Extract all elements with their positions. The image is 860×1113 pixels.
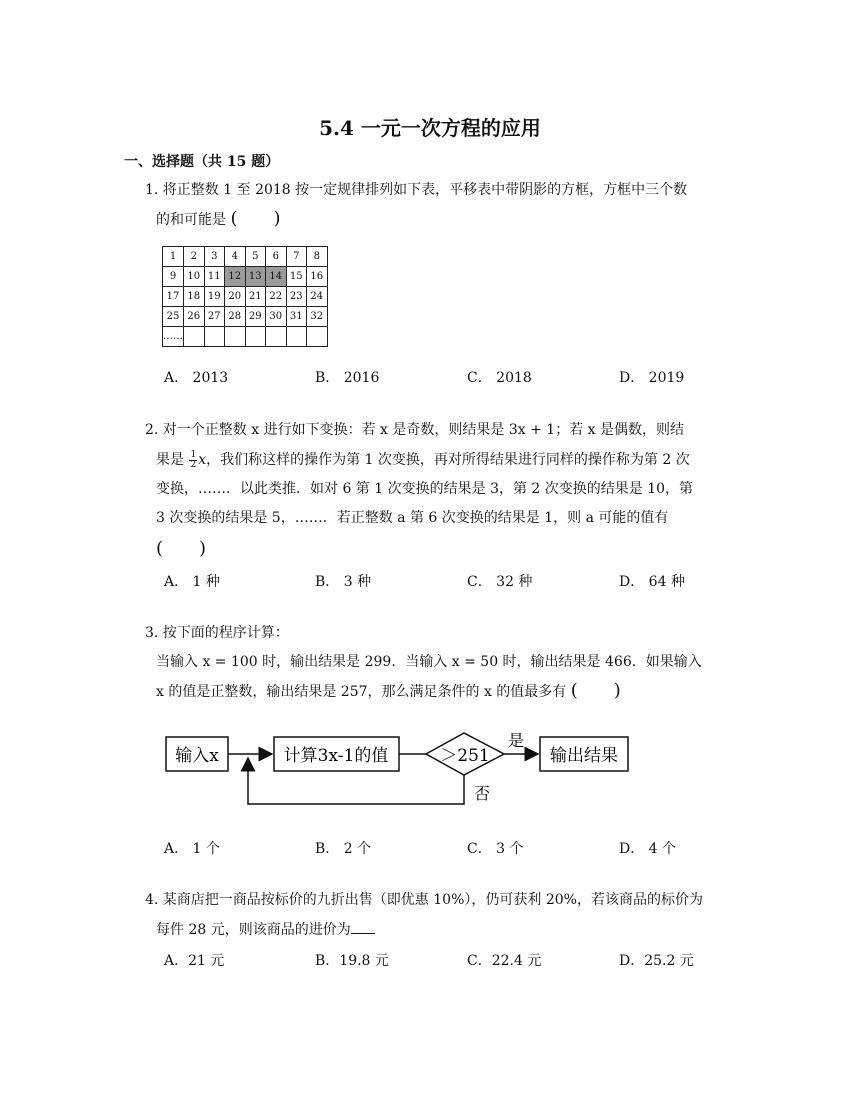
- q2-option-b[interactable]: B． 3 种: [315, 574, 372, 590]
- grid-cell: [266, 327, 287, 347]
- grid-row: [163, 247, 328, 267]
- grid-cell: 15: [286, 267, 307, 287]
- q1-line2: [156, 209, 281, 230]
- q2-answer-paren: ( ): [156, 538, 207, 559]
- grid-cell: 14: [266, 267, 287, 287]
- q4-line1: 4. 某商店把一商品按标价的九折出售（即优惠 10%），仍可获利 20%，若该商品的标价为: [145, 892, 703, 908]
- q2-frac-den: 2: [190, 459, 197, 470]
- grid-cell: [184, 327, 205, 347]
- grid-cell: 1: [163, 247, 184, 267]
- q2-line2: [156, 450, 690, 470]
- q4-answer-blank[interactable]: [351, 919, 375, 934]
- grid-cell: 30: [266, 307, 287, 327]
- grid-cell: 20: [225, 287, 246, 307]
- grid-row: [163, 307, 328, 327]
- grid-cell: 2: [184, 247, 205, 267]
- yes-label: 是: [507, 731, 525, 750]
- grid-cell: 29: [245, 307, 266, 327]
- grid-cell: 32: [307, 307, 328, 327]
- output-label: 输出结果: [550, 746, 618, 766]
- q2-fraction: [189, 451, 197, 470]
- grid-cell: 28: [225, 307, 246, 327]
- grid-cell: 26: [184, 307, 205, 327]
- program-flowchart: [164, 722, 634, 808]
- grid-cell: 24: [307, 287, 328, 307]
- q2-option-d[interactable]: D． 64 种: [619, 574, 685, 590]
- no-label: 否: [473, 784, 491, 803]
- grid-cell: 6: [266, 247, 287, 267]
- q2-line1: 2. 对一个正整数 x 进行如下变换：若 x 是奇数，则结果是 3x + 1；若 x 是偶数，则结: [145, 422, 684, 438]
- grid-cell: 22: [266, 287, 287, 307]
- grid-cell: 21: [245, 287, 266, 307]
- q3-line2: 当输入 x = 100 时，输出结果是 299．当输入 x = 50 时，输出结果是 466．如果输入: [156, 654, 702, 670]
- q2-line4: 3 次变换的结果是 5，……．若正整数 a 第 6 次变换的结果是 1，则 a 可能的值有: [156, 510, 669, 526]
- q3-line3: [156, 681, 621, 702]
- compute-label: 计算3x-1的值: [283, 746, 389, 766]
- grid-row: [163, 287, 328, 307]
- grid-cell: 12: [225, 267, 246, 287]
- q2-frac-num: 1: [190, 449, 197, 460]
- grid-cell: 5: [245, 247, 266, 267]
- q1-text: 的和可能是: [156, 212, 226, 228]
- grid-cell: 10: [184, 267, 205, 287]
- q3-line1: 3. 按下面的程序计算：: [145, 625, 289, 641]
- input-label: 输入x: [175, 746, 219, 766]
- grid-cell: 25: [163, 307, 184, 327]
- q1-option-a[interactable]: A． 2013: [164, 370, 229, 386]
- grid-cell: [245, 327, 266, 347]
- q2-line3: 变换，……．以此类推．如对 6 第 1 次变换的结果是 3，第 2 次变换的结果是 10，第: [156, 481, 694, 497]
- grid-cell: [225, 327, 246, 347]
- q2-option-a[interactable]: A． 1 种: [164, 574, 220, 590]
- q3-answer-paren: ( ): [570, 680, 621, 701]
- grid-cell: 27: [204, 307, 225, 327]
- q1-option-b[interactable]: B． 2016: [315, 370, 380, 386]
- grid-cell: ……: [163, 327, 184, 347]
- grid-cell: 23: [286, 287, 307, 307]
- q4-option-a[interactable]: A．21 元: [164, 953, 225, 969]
- q3-option-d[interactable]: D． 4 个: [619, 841, 677, 857]
- grid-cell: 7: [286, 247, 307, 267]
- grid-cell: 19: [204, 287, 225, 307]
- q3-option-a[interactable]: A． 1 个: [164, 841, 220, 857]
- condition-label: ＞251: [440, 746, 490, 766]
- grid-cell: [307, 327, 328, 347]
- grid-cell: 18: [184, 287, 205, 307]
- grid-row: [163, 327, 328, 347]
- q2-option-c[interactable]: C． 32 种: [467, 574, 533, 590]
- q1-answer-paren: ( ): [230, 208, 281, 229]
- grid-cell: 8: [307, 247, 328, 267]
- number-grid: [162, 246, 328, 347]
- q4-line2: [156, 919, 375, 940]
- grid-cell: 17: [163, 287, 184, 307]
- q4-option-d[interactable]: D．25.2 元: [619, 953, 694, 969]
- grid-cell: [204, 327, 225, 347]
- q2-paren-line: [156, 539, 206, 560]
- grid-cell: 9: [163, 267, 184, 287]
- q3-option-c[interactable]: C． 3 个: [467, 841, 524, 857]
- q1-option-c[interactable]: C． 2018: [467, 370, 532, 386]
- grid-cell: 13: [245, 267, 266, 287]
- q2-line2-pre: 果是: [156, 452, 184, 468]
- grid-cell: 3: [204, 247, 225, 267]
- q3-text: x 的值是正整数，输出结果是 257，那么满足条件的 x 的值最多有: [156, 684, 567, 700]
- grid-cell: 31: [286, 307, 307, 327]
- q2-line2-var: x: [198, 452, 207, 468]
- grid-cell: [286, 327, 307, 347]
- q4-option-b[interactable]: B．19.8 元: [315, 953, 389, 969]
- grid-cell: 4: [225, 247, 246, 267]
- section-heading: 一、选择题（共 15 题）: [124, 154, 280, 170]
- q2-line2-post: ，我们称这样的操作为第 1 次变换，再对所得结果进行同样的操作称为第 2 次: [206, 452, 690, 468]
- q3-option-b[interactable]: B． 2 个: [315, 841, 372, 857]
- q1-option-d[interactable]: D． 2019: [619, 370, 685, 386]
- grid-cell: 16: [307, 267, 328, 287]
- page-title: 5.4 一元一次方程的应用: [319, 116, 541, 140]
- q4-option-c[interactable]: C．22.4 元: [467, 953, 542, 969]
- q4-text: 每件 28 元，则该商品的进价为: [156, 922, 351, 938]
- grid-cell: 11: [204, 267, 225, 287]
- grid-row: [163, 267, 328, 287]
- q1-line1: 1. 将正整数 1 至 2018 按一定规律排列如下表，平移表中带阴影的方框，方框中三个数: [145, 182, 688, 198]
